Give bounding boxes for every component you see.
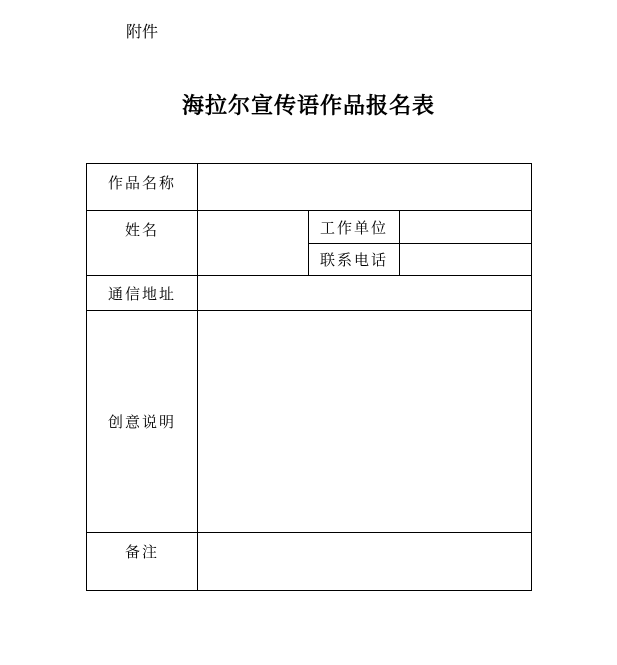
work-name-label: 作品名称: [87, 164, 198, 211]
row-description: [87, 311, 532, 533]
phone-label: 联系电话: [309, 244, 400, 276]
work-name-field[interactable]: [198, 164, 532, 211]
remarks-label: 备注: [87, 533, 198, 591]
row-work-name: [87, 164, 532, 211]
employer-field[interactable]: [400, 211, 532, 244]
row-name-employer: [87, 211, 532, 244]
registration-form-table: [86, 163, 532, 591]
address-label: 通信地址: [87, 276, 198, 311]
attachment-label: 附件: [126, 22, 159, 41]
form-title: 海拉尔宣传语作品报名表: [181, 93, 435, 119]
name-label: 姓名: [87, 211, 198, 276]
phone-field[interactable]: [400, 244, 532, 276]
row-remarks: [87, 533, 532, 591]
description-field[interactable]: [198, 311, 532, 533]
description-label: 创意说明: [87, 311, 198, 533]
row-address: [87, 276, 532, 311]
address-field[interactable]: [198, 276, 532, 311]
employer-label: 工作单位: [309, 211, 400, 244]
name-field[interactable]: [198, 211, 309, 276]
remarks-field[interactable]: [198, 533, 532, 591]
